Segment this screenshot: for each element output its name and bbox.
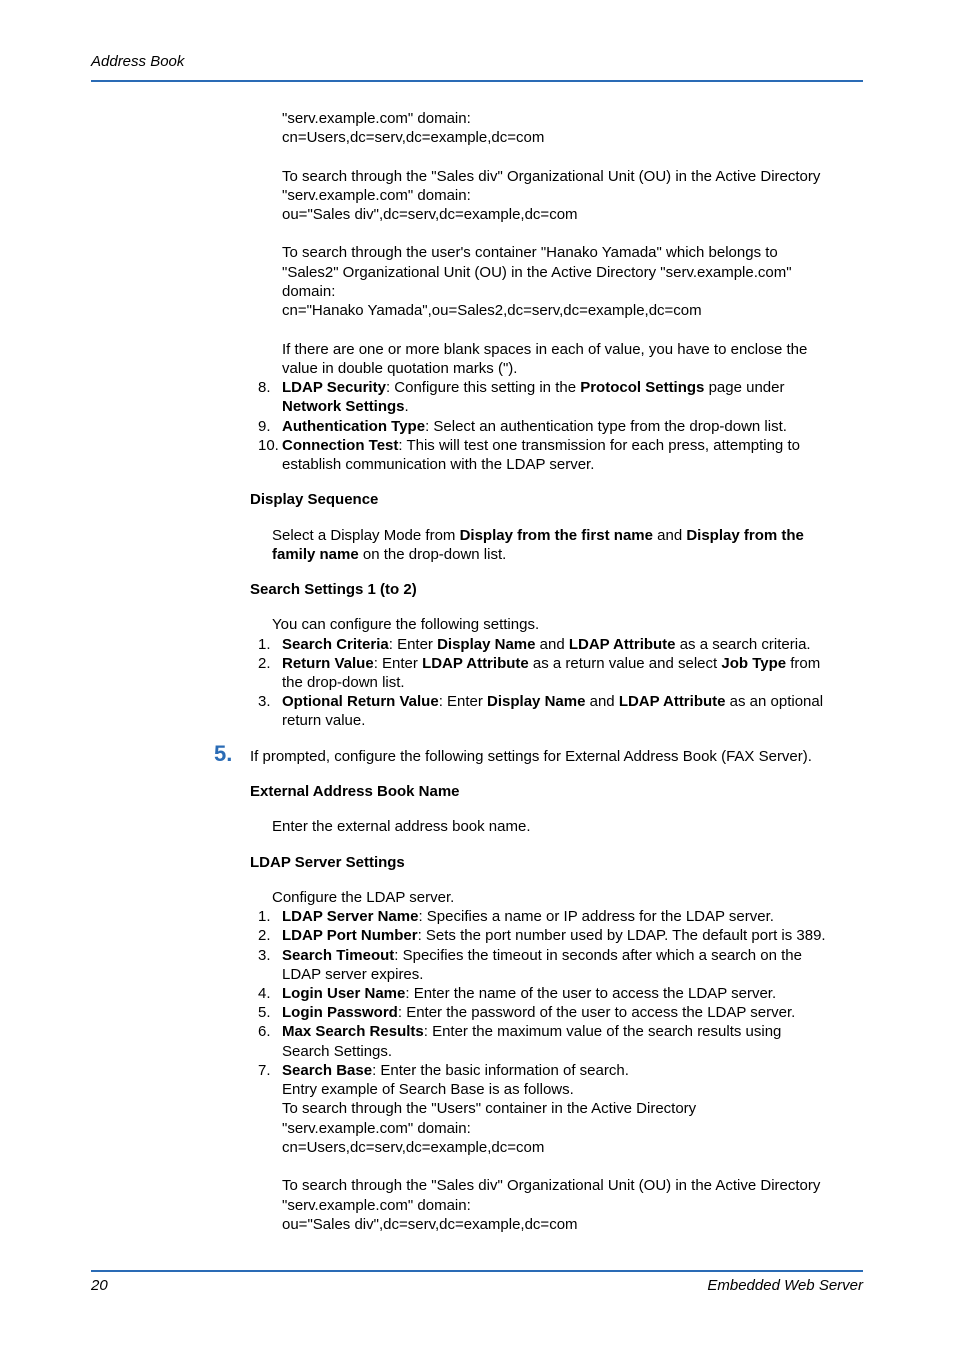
list-number: 8. <box>258 379 271 396</box>
list-item-cont: ou="Sales div",dc=serv,dc=example,dc=com <box>282 1216 578 1233</box>
list-item-cont: Search Settings. <box>282 1043 393 1060</box>
list-item-cont: "serv.example.com" domain: <box>282 1120 471 1137</box>
section-heading: External Address Book Name <box>250 783 460 800</box>
list-item-cont: establish communication with the LDAP server. <box>282 456 595 473</box>
list-item: Return Value: Enter LDAP Attribute as a return value and select Job Type from <box>282 655 821 672</box>
list-item: LDAP Security: Configure this setting in the Protocol Settings page under <box>282 379 785 396</box>
body-line: To search through the "Sales div" Organizational Unit (OU) in the Active Directory <box>282 168 821 185</box>
body-line: Enter the external address book name. <box>272 818 531 835</box>
list-item-cont: the drop-down list. <box>282 674 405 691</box>
list-number: 3. <box>258 693 271 710</box>
section-heading: LDAP Server Settings <box>250 854 405 871</box>
footer-rule <box>91 1270 863 1272</box>
list-item: LDAP Server Name: Specifies a name or IP address for the LDAP server. <box>282 908 774 925</box>
list-item-cont: Network Settings. <box>282 398 409 415</box>
body-line: If there are one or more blank spaces in each of value, you have to enclose the <box>282 341 808 358</box>
body-line: cn="Hanako Yamada",ou=Sales2,dc=serv,dc=example,dc=com <box>282 302 702 319</box>
list-item-cont: To search through the "Users" container in the Active Directory <box>282 1100 697 1117</box>
list-item: LDAP Port Number: Sets the port number used by LDAP. The default port is 389. <box>282 927 826 944</box>
footer-title: Embedded Web Server <box>707 1277 863 1294</box>
step-text: If prompted, configure the following settings for External Address Book (FAX Server). <box>250 748 812 765</box>
list-number: 4. <box>258 985 271 1002</box>
body-line: "serv.example.com" domain: <box>282 187 471 204</box>
list-number: 9. <box>258 418 271 435</box>
list-number: 1. <box>258 908 271 925</box>
body-line: ou="Sales div",dc=serv,dc=example,dc=com <box>282 206 578 223</box>
list-item-cont: "serv.example.com" domain: <box>282 1197 471 1214</box>
list-item-cont: To search through the "Sales div" Organizational Unit (OU) in the Active Directory <box>282 1177 821 1194</box>
body-line: cn=Users,dc=serv,dc=example,dc=com <box>282 129 545 146</box>
section-heading: Display Sequence <box>250 491 379 508</box>
list-number: 5. <box>258 1004 271 1021</box>
page-number: 20 <box>91 1277 108 1294</box>
body-line: family name on the drop-down list. <box>272 546 507 563</box>
list-item-cont: LDAP server expires. <box>282 966 424 983</box>
list-item: Login User Name: Enter the name of the user to access the LDAP server. <box>282 985 777 1002</box>
running-header: Address Book <box>91 53 185 70</box>
list-item-cont: Entry example of Search Base is as follows. <box>282 1081 574 1098</box>
list-item: Login Password: Enter the password of the user to access the LDAP server. <box>282 1004 796 1021</box>
list-number: 7. <box>258 1062 271 1079</box>
list-number: 1. <box>258 636 271 653</box>
list-number: 2. <box>258 655 271 672</box>
header-rule <box>91 80 863 82</box>
body-line: To search through the user's container "Hanako Yamada" which belongs to <box>282 244 778 261</box>
list-item-cont: cn=Users,dc=serv,dc=example,dc=com <box>282 1139 545 1156</box>
list-number: 6. <box>258 1023 271 1040</box>
list-item: Optional Return Value: Enter Display Name and LDAP Attribute as an optional <box>282 693 824 710</box>
section-heading: Search Settings 1 (to 2) <box>250 581 417 598</box>
list-number: 3. <box>258 947 271 964</box>
list-item: Search Base: Enter the basic information of search. <box>282 1062 629 1079</box>
list-item: Search Timeout: Specifies the timeout in seconds after which a search on the <box>282 947 802 964</box>
list-item: Connection Test: This will test one transmission for each press, attempting to <box>282 437 800 454</box>
body-line: domain: <box>282 283 336 300</box>
list-item-cont: return value. <box>282 712 366 729</box>
body-line: Select a Display Mode from Display from the first name and Display from the <box>272 527 804 544</box>
step-number: 5. <box>214 741 233 766</box>
list-item: Search Criteria: Enter Display Name and LDAP Attribute as a search criteria. <box>282 636 811 653</box>
list-item: Max Search Results: Enter the maximum value of the search results using <box>282 1023 782 1040</box>
list-item: Authentication Type: Select an authentication type from the drop-down list. <box>282 418 787 435</box>
body-line: "Sales2" Organizational Unit (OU) in the Active Directory "serv.example.com" <box>282 264 792 281</box>
body-line: value in double quotation marks ("). <box>282 360 518 377</box>
body-line: You can configure the following settings. <box>272 616 540 633</box>
body-line: "serv.example.com" domain: <box>282 110 471 127</box>
body-line: Configure the LDAP server. <box>272 889 455 906</box>
list-number: 10. <box>258 437 279 454</box>
list-number: 2. <box>258 927 271 944</box>
